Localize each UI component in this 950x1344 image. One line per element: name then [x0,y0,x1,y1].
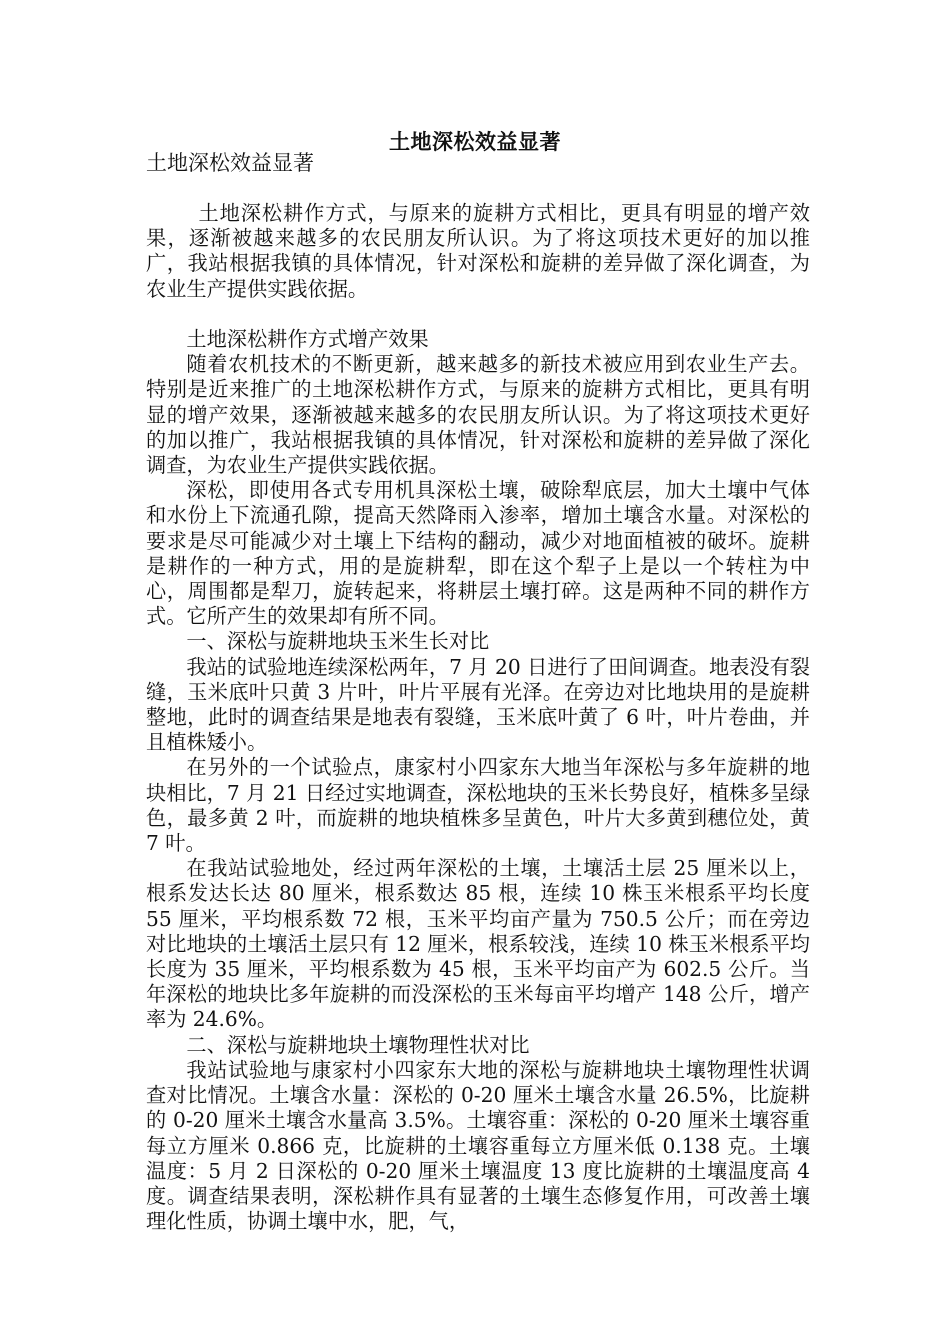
paragraph-7: 我站试验地与康家村小四家东大地的深松与旋耕地块土壤物理性状调查对比情况。土壤含水量：深松的 0-20 厘米土壤含水量 26.5%，比旋耕的 0-20 厘米土壤含水量高 3.5%。土壤容重：深松的 0-20 厘米土壤容重每立方厘米 0.866 克，比旋耕的土壤容重每立方厘米低 0.138 克。土壤温度：5 月 2 日深松的 0-20 厘米土壤温度 13 度比旋耕的土壤温度高 4 度。调查结果表明，深松耕作具有显著的土壤生态修复作用，可改善土壤理化性质，协调土壤中水，肥，气， [146,1057,810,1234]
paragraph-1: 深松，即使用各式专用机具深松土壤，破除犁底层，加大土壤中气体和水份上下流通孔隙，提高天然降雨入渗率，增加土壤含水量。对深松的要求是尽可能减少对土壤上下结构的翻动，减少对地面植被的破坏。旋耕是耕作的一种方式，用的是旋耕犁，即在这个犁子上是以一个转柱为中心，周围都是犁刀，旋转起来，将耕层土壤打碎。这是两种不同的耕作方式。它所产生的效果却有所不同。 [146,478,810,629]
document-title: 土地深松效益显著 [389,129,561,154]
intro-paragraph: 土地深松耕作方式，与原来的旋耕方式相比，更具有明显的增产效果，逐渐被越来越多的农民朋友所认识。为了将这项技术更好的加以推广，我站根据我镇的具体情况，针对深松和旋耕的差异做了深化调查，为农业生产提供实践依据。 [146,201,810,301]
paragraph-3: 我站的试验地连续深松两年，7 月 20 日进行了田间调查。地表没有裂缝，玉米底叶只黄 3 片叶，叶片平展有光泽。在旁边对比地块用的是旋耕整地，此时的调查结果是地表有裂缝，玉米底叶黄了 6 叶，叶片卷曲，并且植株矮小。 [146,654,810,755]
paragraph-5: 在我站试验地处，经过两年深松的土壤，土壤活土层 25 厘米以上，根系发达长达 80 厘米，根系数达 85 根，连续 10 株玉米根系平均长度 55 厘米，平均根系数 72 根，玉米平均亩产量为 750.5 公斤；而在旁边对比地块的土壤活土层只有 12 厘米，根系较浅，连续 10 株玉米根系平均长度为 35 厘米，平均根系数为 45 根，玉米平均亩产为 602.5 公斤。当年深松的地块比多年旋耕的而没深松的玉米每亩平均增产 148 公斤，增产率为 24.6%。 [146,856,810,1032]
section-heading: 土地深松耕作方式增产效果 [186,327,429,351]
paragraph-0: 随着农机技术的不断更新，越来越多的新技术被应用到农业生产去。特别是近来推广的土地深松耕作方式，与原来的旋耕方式相比，更具有明显的增产效果，逐渐被越来越多的农民朋友所认识。为了将这项技术更好的加以推广，我站根据我镇的具体情况，针对深松和旋耕的差异做了深化调查，为农业生产提供实践依据。 [146,352,810,478]
intro-block [146,201,810,302]
subheading-1: 一、深松与旋耕地块玉米生长对比 [186,629,490,654]
main-text-block [146,327,810,1234]
paragraph-4: 在另外的一个试验点，康家村小四家东大地当年深松与多年旋耕的地块相比，7 月 21 日经过实地调查，深松地块的玉米长势良好，植株多呈绿色，最多黄 2 叶，而旋耕的地块植株多呈黄色，叶片大多黄到穗位处，黄 7 叶。 [146,755,810,856]
document-subtitle: 土地深松效益显著 [146,151,314,175]
subheading-2: 二、深松与旋耕地块土壤物理性状对比 [186,1032,530,1057]
